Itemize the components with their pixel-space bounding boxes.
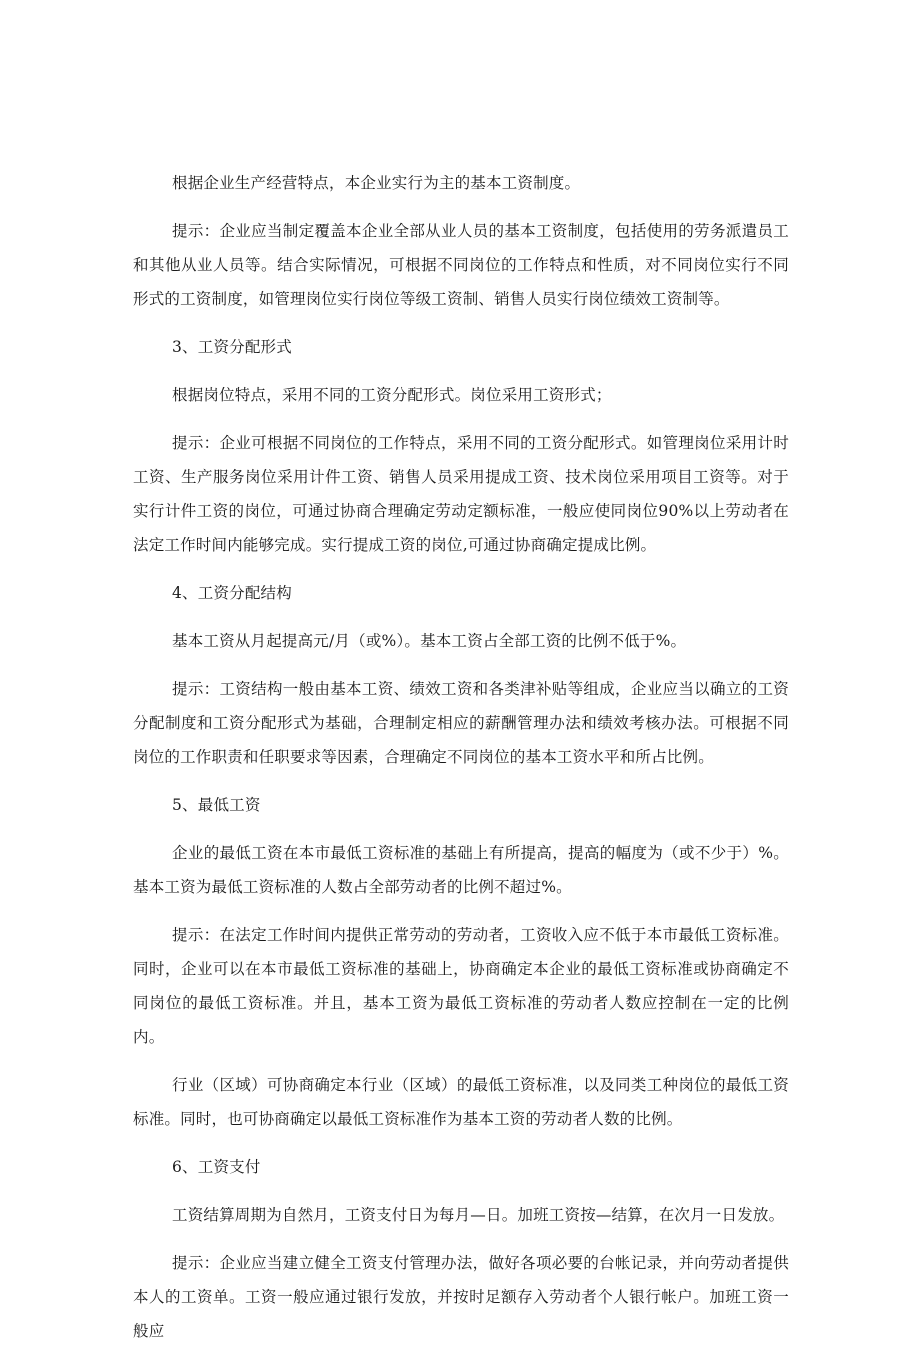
paragraph-hint-minimum-wage: 提示：在法定工作时间内提供正常劳动的劳动者，工资收入应不低于本市最低工资标准。同时，企业可以在本市最低工资标准的基础上，协商确定本企业的最低工资标准或协商确定不同岗位的最低工资标准。并且，基本工资为最低工资标准的劳动者人数应控制在一定的比例内。 [133,926,789,1046]
section-heading-wage-structure: 4、工资分配结构 [172,584,292,602]
paragraph-hint-wage-payment: 提示：企业应当建立健全工资支付管理办法，做好各项必要的台帐记录，并向劳动者提供本人的工资单。工资一般应通过银行发放，并按时足额存入劳动者个人银行帐户。加班工资一般应 [133,1254,789,1340]
paragraph-minimum-wage: 企业的最低工资在本市最低工资标准的基础上有所提高，提高的幅度为（或不少于）%。基本工资为最低工资标准的人数占全部劳动者的比例不超过%。 [133,844,789,896]
paragraph-basic-wage-system: 根据企业生产经营特点，本企业实行为主的基本工资制度。 [172,174,581,192]
section-heading-wage-distribution-form: 3、工资分配形式 [172,338,292,356]
paragraph-hint-wage-structure: 提示：工资结构一般由基本工资、绩效工资和各类津补贴等组成，企业应当以确立的工资分配制度和工资分配形式为基础，合理制定相应的薪酬管理办法和绩效考核办法。可根据不同岗位的工作职责和任职要求等因素，合理确定不同岗位的基本工资水平和所占比例。 [133,680,789,766]
paragraph-hint-wage-distribution-form: 提示：企业可根据不同岗位的工作特点，采用不同的工资分配形式。如管理岗位采用计时工资、生产服务岗位采用计件工资、销售人员采用提成工资、技术岗位采用项目工资等。对于实行计件工资的岗位，可通过协商合理确定劳动定额标准，一般应使同岗位90%以上劳动者在法定工作时间内能够完成。实行提成工资的岗位,可通过协商确定提成比例。 [133,434,789,554]
paragraph-wage-distribution-form: 根据岗位特点，采用不同的工资分配形式。岗位采用工资形式； [172,386,612,404]
section-heading-wage-payment: 6、工资支付 [172,1158,261,1176]
paragraph-wage-payment: 工资结算周期为自然月，工资支付日为每月—日。加班工资按—结算，在次月一日发放。 [172,1206,785,1224]
paragraph-hint-basic-wage-system: 提示：企业应当制定覆盖本企业全部从业人员的基本工资制度，包括使用的劳务派遣员工和其他从业人员等。结合实际情况，可根据不同岗位的工作特点和性质，对不同岗位实行不同形式的工资制度，如管理岗位实行岗位等级工资制、销售人员实行岗位绩效工资制等。 [133,222,789,308]
section-heading-minimum-wage: 5、最低工资 [172,796,261,814]
document-body [133,166,789,1362]
paragraph-industry-minimum-wage: 行业（区域）可协商确定本行业（区域）的最低工资标准，以及同类工种岗位的最低工资标准。同时，也可协商确定以最低工资标准作为基本工资的劳动者人数的比例。 [133,1076,789,1128]
paragraph-wage-structure: 基本工资从月起提高元/月（或%）。基本工资占全部工资的比例不低于%。 [172,632,687,650]
